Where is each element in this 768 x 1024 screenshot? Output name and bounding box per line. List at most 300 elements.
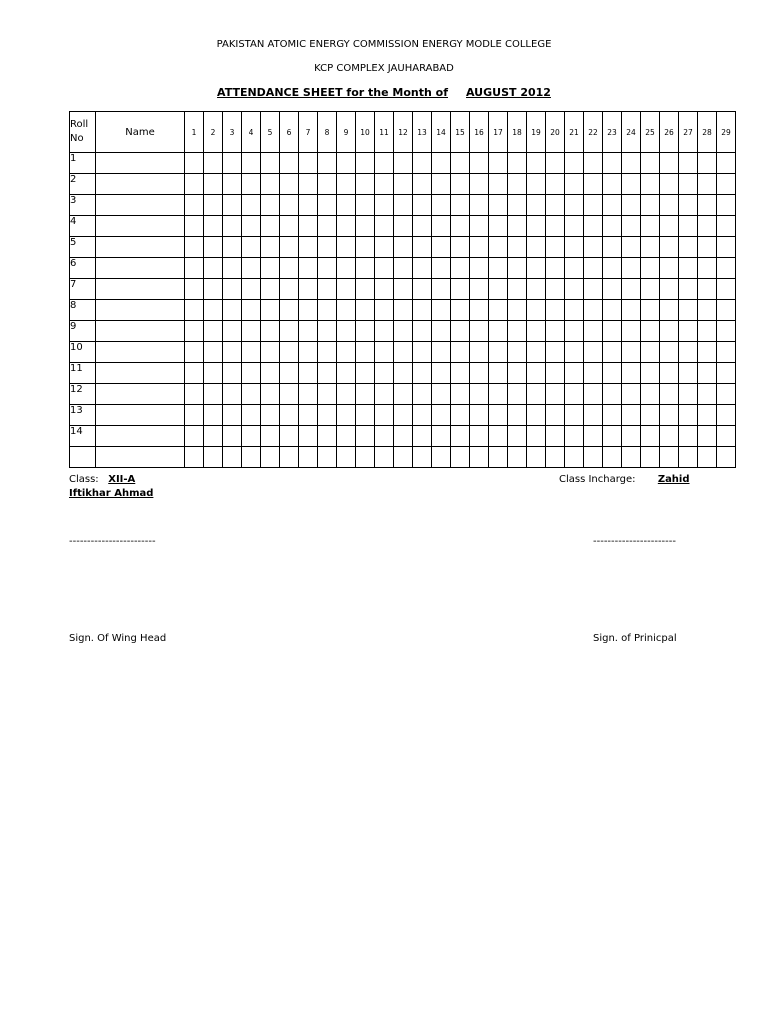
attendance-cell-day-21[interactable] bbox=[565, 447, 584, 468]
attendance-cell-day-24[interactable] bbox=[622, 321, 641, 342]
attendance-cell-day-13[interactable] bbox=[413, 216, 432, 237]
attendance-cell-day-28[interactable] bbox=[698, 321, 717, 342]
attendance-cell-day-16[interactable] bbox=[470, 237, 489, 258]
attendance-cell-day-13[interactable] bbox=[413, 342, 432, 363]
attendance-cell-day-14[interactable] bbox=[432, 216, 451, 237]
attendance-cell-day-10[interactable] bbox=[356, 342, 375, 363]
attendance-cell-day-26[interactable] bbox=[660, 195, 679, 216]
attendance-cell-day-21[interactable] bbox=[565, 321, 584, 342]
attendance-cell-day-20[interactable] bbox=[546, 447, 565, 468]
attendance-cell-day-24[interactable] bbox=[622, 237, 641, 258]
attendance-cell-day-25[interactable] bbox=[641, 279, 660, 300]
attendance-cell-day-8[interactable] bbox=[318, 405, 337, 426]
attendance-cell-day-3[interactable] bbox=[223, 447, 242, 468]
attendance-cell-day-18[interactable] bbox=[508, 174, 527, 195]
attendance-cell-day-7[interactable] bbox=[299, 237, 318, 258]
attendance-cell-day-3[interactable] bbox=[223, 174, 242, 195]
name-cell[interactable] bbox=[96, 300, 185, 321]
attendance-cell-day-14[interactable] bbox=[432, 300, 451, 321]
attendance-cell-day-26[interactable] bbox=[660, 279, 679, 300]
attendance-cell-day-29[interactable] bbox=[717, 300, 736, 321]
attendance-cell-day-22[interactable] bbox=[584, 216, 603, 237]
attendance-cell-day-10[interactable] bbox=[356, 153, 375, 174]
name-cell[interactable] bbox=[96, 279, 185, 300]
attendance-cell-day-23[interactable] bbox=[603, 195, 622, 216]
attendance-cell-day-14[interactable] bbox=[432, 363, 451, 384]
attendance-cell-day-23[interactable] bbox=[603, 363, 622, 384]
attendance-cell-day-12[interactable] bbox=[394, 153, 413, 174]
attendance-cell-day-12[interactable] bbox=[394, 279, 413, 300]
attendance-cell-day-1[interactable] bbox=[185, 195, 204, 216]
attendance-cell-day-11[interactable] bbox=[375, 153, 394, 174]
attendance-cell-day-24[interactable] bbox=[622, 342, 641, 363]
attendance-cell-day-14[interactable] bbox=[432, 279, 451, 300]
attendance-cell-day-22[interactable] bbox=[584, 300, 603, 321]
attendance-cell-day-19[interactable] bbox=[527, 237, 546, 258]
attendance-cell-day-5[interactable] bbox=[261, 237, 280, 258]
attendance-cell-day-18[interactable] bbox=[508, 258, 527, 279]
name-cell[interactable] bbox=[96, 405, 185, 426]
attendance-cell-day-22[interactable] bbox=[584, 342, 603, 363]
attendance-cell-day-7[interactable] bbox=[299, 363, 318, 384]
attendance-cell-day-27[interactable] bbox=[679, 174, 698, 195]
attendance-cell-day-26[interactable] bbox=[660, 405, 679, 426]
attendance-cell-day-9[interactable] bbox=[337, 216, 356, 237]
attendance-cell-day-2[interactable] bbox=[204, 237, 223, 258]
attendance-cell-day-11[interactable] bbox=[375, 258, 394, 279]
attendance-cell-day-18[interactable] bbox=[508, 447, 527, 468]
attendance-cell-day-5[interactable] bbox=[261, 174, 280, 195]
attendance-cell-day-14[interactable] bbox=[432, 426, 451, 447]
attendance-cell-day-4[interactable] bbox=[242, 153, 261, 174]
attendance-cell-day-10[interactable] bbox=[356, 447, 375, 468]
attendance-cell-day-4[interactable] bbox=[242, 258, 261, 279]
attendance-cell-day-20[interactable] bbox=[546, 384, 565, 405]
attendance-cell-day-2[interactable] bbox=[204, 426, 223, 447]
attendance-cell-day-25[interactable] bbox=[641, 321, 660, 342]
attendance-cell-day-15[interactable] bbox=[451, 300, 470, 321]
attendance-cell-day-6[interactable] bbox=[280, 195, 299, 216]
attendance-cell-day-24[interactable] bbox=[622, 153, 641, 174]
attendance-cell-day-11[interactable] bbox=[375, 237, 394, 258]
attendance-cell-day-1[interactable] bbox=[185, 342, 204, 363]
name-cell[interactable] bbox=[96, 384, 185, 405]
attendance-cell-day-5[interactable] bbox=[261, 153, 280, 174]
attendance-cell-day-18[interactable] bbox=[508, 405, 527, 426]
attendance-cell-day-22[interactable] bbox=[584, 153, 603, 174]
attendance-cell-day-10[interactable] bbox=[356, 405, 375, 426]
attendance-cell-day-24[interactable] bbox=[622, 279, 641, 300]
attendance-cell-day-8[interactable] bbox=[318, 258, 337, 279]
attendance-cell-day-3[interactable] bbox=[223, 279, 242, 300]
attendance-cell-day-1[interactable] bbox=[185, 279, 204, 300]
attendance-cell-day-8[interactable] bbox=[318, 426, 337, 447]
attendance-cell-day-10[interactable] bbox=[356, 174, 375, 195]
attendance-cell-day-16[interactable] bbox=[470, 384, 489, 405]
attendance-cell-day-18[interactable] bbox=[508, 195, 527, 216]
attendance-cell-day-7[interactable] bbox=[299, 447, 318, 468]
attendance-cell-day-13[interactable] bbox=[413, 426, 432, 447]
attendance-cell-day-8[interactable] bbox=[318, 216, 337, 237]
attendance-cell-day-2[interactable] bbox=[204, 153, 223, 174]
attendance-cell-day-29[interactable] bbox=[717, 342, 736, 363]
attendance-cell-day-6[interactable] bbox=[280, 237, 299, 258]
attendance-cell-day-24[interactable] bbox=[622, 384, 641, 405]
attendance-cell-day-24[interactable] bbox=[622, 405, 641, 426]
attendance-cell-day-19[interactable] bbox=[527, 363, 546, 384]
attendance-cell-day-26[interactable] bbox=[660, 426, 679, 447]
attendance-cell-day-2[interactable] bbox=[204, 174, 223, 195]
name-cell[interactable] bbox=[96, 363, 185, 384]
attendance-cell-day-9[interactable] bbox=[337, 321, 356, 342]
attendance-cell-day-16[interactable] bbox=[470, 174, 489, 195]
attendance-cell-day-2[interactable] bbox=[204, 405, 223, 426]
attendance-cell-day-23[interactable] bbox=[603, 426, 622, 447]
attendance-cell-day-3[interactable] bbox=[223, 384, 242, 405]
attendance-cell-day-5[interactable] bbox=[261, 342, 280, 363]
attendance-cell-day-8[interactable] bbox=[318, 153, 337, 174]
attendance-cell-day-12[interactable] bbox=[394, 237, 413, 258]
attendance-cell-day-28[interactable] bbox=[698, 195, 717, 216]
attendance-cell-day-7[interactable] bbox=[299, 195, 318, 216]
attendance-cell-day-24[interactable] bbox=[622, 216, 641, 237]
attendance-cell-day-21[interactable] bbox=[565, 384, 584, 405]
name-cell[interactable] bbox=[96, 342, 185, 363]
attendance-cell-day-13[interactable] bbox=[413, 300, 432, 321]
attendance-cell-day-15[interactable] bbox=[451, 342, 470, 363]
attendance-cell-day-21[interactable] bbox=[565, 237, 584, 258]
attendance-cell-day-7[interactable] bbox=[299, 258, 318, 279]
attendance-cell-day-1[interactable] bbox=[185, 300, 204, 321]
attendance-cell-day-27[interactable] bbox=[679, 300, 698, 321]
attendance-cell-day-28[interactable] bbox=[698, 405, 717, 426]
attendance-cell-day-21[interactable] bbox=[565, 300, 584, 321]
attendance-cell-day-17[interactable] bbox=[489, 426, 508, 447]
attendance-cell-day-14[interactable] bbox=[432, 195, 451, 216]
attendance-cell-day-26[interactable] bbox=[660, 258, 679, 279]
attendance-cell-day-1[interactable] bbox=[185, 153, 204, 174]
attendance-cell-day-13[interactable] bbox=[413, 405, 432, 426]
attendance-cell-day-14[interactable] bbox=[432, 342, 451, 363]
attendance-cell-day-6[interactable] bbox=[280, 426, 299, 447]
attendance-cell-day-29[interactable] bbox=[717, 237, 736, 258]
attendance-cell-day-25[interactable] bbox=[641, 174, 660, 195]
attendance-cell-day-29[interactable] bbox=[717, 426, 736, 447]
attendance-cell-day-27[interactable] bbox=[679, 153, 698, 174]
attendance-cell-day-28[interactable] bbox=[698, 216, 717, 237]
attendance-cell-day-18[interactable] bbox=[508, 342, 527, 363]
attendance-cell-day-12[interactable] bbox=[394, 258, 413, 279]
attendance-cell-day-29[interactable] bbox=[717, 216, 736, 237]
attendance-cell-day-15[interactable] bbox=[451, 258, 470, 279]
attendance-cell-day-15[interactable] bbox=[451, 321, 470, 342]
name-cell[interactable] bbox=[96, 153, 185, 174]
attendance-cell-day-10[interactable] bbox=[356, 279, 375, 300]
attendance-cell-day-11[interactable] bbox=[375, 195, 394, 216]
attendance-cell-day-28[interactable] bbox=[698, 363, 717, 384]
attendance-cell-day-14[interactable] bbox=[432, 153, 451, 174]
attendance-cell-day-15[interactable] bbox=[451, 153, 470, 174]
attendance-cell-day-4[interactable] bbox=[242, 237, 261, 258]
attendance-cell-day-12[interactable] bbox=[394, 321, 413, 342]
attendance-cell-day-9[interactable] bbox=[337, 237, 356, 258]
attendance-cell-day-26[interactable] bbox=[660, 237, 679, 258]
attendance-cell-day-1[interactable] bbox=[185, 258, 204, 279]
attendance-cell-day-9[interactable] bbox=[337, 447, 356, 468]
attendance-cell-day-6[interactable] bbox=[280, 363, 299, 384]
attendance-cell-day-20[interactable] bbox=[546, 195, 565, 216]
attendance-cell-day-14[interactable] bbox=[432, 258, 451, 279]
attendance-cell-day-28[interactable] bbox=[698, 258, 717, 279]
attendance-cell-day-2[interactable] bbox=[204, 216, 223, 237]
attendance-cell-day-25[interactable] bbox=[641, 363, 660, 384]
attendance-cell-day-24[interactable] bbox=[622, 426, 641, 447]
attendance-cell-day-22[interactable] bbox=[584, 174, 603, 195]
attendance-cell-day-13[interactable] bbox=[413, 174, 432, 195]
attendance-cell-day-28[interactable] bbox=[698, 384, 717, 405]
name-cell[interactable] bbox=[96, 237, 185, 258]
attendance-cell-day-10[interactable] bbox=[356, 363, 375, 384]
attendance-cell-day-18[interactable] bbox=[508, 153, 527, 174]
attendance-cell-day-2[interactable] bbox=[204, 321, 223, 342]
attendance-cell-day-16[interactable] bbox=[470, 363, 489, 384]
attendance-cell-day-19[interactable] bbox=[527, 426, 546, 447]
attendance-cell-day-4[interactable] bbox=[242, 195, 261, 216]
attendance-cell-day-23[interactable] bbox=[603, 342, 622, 363]
name-cell[interactable] bbox=[96, 174, 185, 195]
attendance-cell-day-26[interactable] bbox=[660, 321, 679, 342]
attendance-cell-day-8[interactable] bbox=[318, 300, 337, 321]
attendance-cell-day-13[interactable] bbox=[413, 447, 432, 468]
attendance-cell-day-24[interactable] bbox=[622, 300, 641, 321]
attendance-cell-day-25[interactable] bbox=[641, 258, 660, 279]
attendance-cell-day-23[interactable] bbox=[603, 321, 622, 342]
attendance-cell-day-12[interactable] bbox=[394, 447, 413, 468]
attendance-cell-day-20[interactable] bbox=[546, 216, 565, 237]
attendance-cell-day-23[interactable] bbox=[603, 279, 622, 300]
attendance-cell-day-7[interactable] bbox=[299, 153, 318, 174]
attendance-cell-day-23[interactable] bbox=[603, 405, 622, 426]
attendance-cell-day-5[interactable] bbox=[261, 300, 280, 321]
attendance-cell-day-4[interactable] bbox=[242, 384, 261, 405]
attendance-cell-day-5[interactable] bbox=[261, 405, 280, 426]
attendance-cell-day-16[interactable] bbox=[470, 321, 489, 342]
attendance-cell-day-28[interactable] bbox=[698, 174, 717, 195]
attendance-cell-day-17[interactable] bbox=[489, 174, 508, 195]
attendance-cell-day-6[interactable] bbox=[280, 342, 299, 363]
attendance-cell-day-16[interactable] bbox=[470, 426, 489, 447]
attendance-cell-day-18[interactable] bbox=[508, 216, 527, 237]
attendance-cell-day-20[interactable] bbox=[546, 342, 565, 363]
attendance-cell-day-28[interactable] bbox=[698, 342, 717, 363]
attendance-cell-day-25[interactable] bbox=[641, 426, 660, 447]
attendance-cell-day-3[interactable] bbox=[223, 405, 242, 426]
attendance-cell-day-27[interactable] bbox=[679, 258, 698, 279]
name-cell[interactable] bbox=[96, 258, 185, 279]
attendance-cell-day-24[interactable] bbox=[622, 258, 641, 279]
attendance-cell-day-1[interactable] bbox=[185, 405, 204, 426]
attendance-cell-day-21[interactable] bbox=[565, 258, 584, 279]
attendance-cell-day-3[interactable] bbox=[223, 258, 242, 279]
attendance-cell-day-11[interactable] bbox=[375, 342, 394, 363]
attendance-cell-day-10[interactable] bbox=[356, 321, 375, 342]
attendance-cell-day-8[interactable] bbox=[318, 195, 337, 216]
attendance-cell-day-13[interactable] bbox=[413, 363, 432, 384]
attendance-cell-day-8[interactable] bbox=[318, 279, 337, 300]
attendance-cell-day-16[interactable] bbox=[470, 258, 489, 279]
attendance-cell-day-29[interactable] bbox=[717, 153, 736, 174]
attendance-cell-day-4[interactable] bbox=[242, 321, 261, 342]
attendance-cell-day-11[interactable] bbox=[375, 363, 394, 384]
attendance-cell-day-6[interactable] bbox=[280, 447, 299, 468]
attendance-cell-day-21[interactable] bbox=[565, 153, 584, 174]
attendance-cell-day-23[interactable] bbox=[603, 258, 622, 279]
attendance-cell-day-15[interactable] bbox=[451, 174, 470, 195]
attendance-cell-day-18[interactable] bbox=[508, 237, 527, 258]
attendance-cell-day-29[interactable] bbox=[717, 447, 736, 468]
attendance-cell-day-12[interactable] bbox=[394, 174, 413, 195]
attendance-cell-day-1[interactable] bbox=[185, 384, 204, 405]
attendance-cell-day-2[interactable] bbox=[204, 279, 223, 300]
attendance-cell-day-3[interactable] bbox=[223, 342, 242, 363]
attendance-cell-day-19[interactable] bbox=[527, 321, 546, 342]
attendance-cell-day-17[interactable] bbox=[489, 279, 508, 300]
attendance-cell-day-15[interactable] bbox=[451, 279, 470, 300]
attendance-cell-day-9[interactable] bbox=[337, 363, 356, 384]
attendance-cell-day-8[interactable] bbox=[318, 174, 337, 195]
attendance-cell-day-10[interactable] bbox=[356, 195, 375, 216]
attendance-cell-day-29[interactable] bbox=[717, 384, 736, 405]
attendance-cell-day-3[interactable] bbox=[223, 300, 242, 321]
attendance-cell-day-7[interactable] bbox=[299, 321, 318, 342]
attendance-cell-day-12[interactable] bbox=[394, 195, 413, 216]
attendance-cell-day-11[interactable] bbox=[375, 279, 394, 300]
attendance-cell-day-2[interactable] bbox=[204, 363, 223, 384]
attendance-cell-day-19[interactable] bbox=[527, 216, 546, 237]
attendance-cell-day-3[interactable] bbox=[223, 363, 242, 384]
attendance-cell-day-3[interactable] bbox=[223, 237, 242, 258]
attendance-cell-day-19[interactable] bbox=[527, 405, 546, 426]
attendance-cell-day-28[interactable] bbox=[698, 426, 717, 447]
attendance-cell-day-13[interactable] bbox=[413, 153, 432, 174]
attendance-cell-day-9[interactable] bbox=[337, 195, 356, 216]
attendance-cell-day-22[interactable] bbox=[584, 384, 603, 405]
attendance-cell-day-27[interactable] bbox=[679, 195, 698, 216]
attendance-cell-day-20[interactable] bbox=[546, 363, 565, 384]
attendance-cell-day-3[interactable] bbox=[223, 153, 242, 174]
attendance-cell-day-3[interactable] bbox=[223, 195, 242, 216]
attendance-cell-day-5[interactable] bbox=[261, 321, 280, 342]
attendance-cell-day-25[interactable] bbox=[641, 237, 660, 258]
attendance-cell-day-1[interactable] bbox=[185, 237, 204, 258]
attendance-cell-day-25[interactable] bbox=[641, 216, 660, 237]
attendance-cell-day-19[interactable] bbox=[527, 300, 546, 321]
attendance-cell-day-3[interactable] bbox=[223, 216, 242, 237]
attendance-cell-day-15[interactable] bbox=[451, 363, 470, 384]
attendance-cell-day-20[interactable] bbox=[546, 258, 565, 279]
attendance-cell-day-7[interactable] bbox=[299, 426, 318, 447]
attendance-cell-day-12[interactable] bbox=[394, 405, 413, 426]
attendance-cell-day-21[interactable] bbox=[565, 363, 584, 384]
attendance-cell-day-22[interactable] bbox=[584, 237, 603, 258]
attendance-cell-day-2[interactable] bbox=[204, 300, 223, 321]
attendance-cell-day-17[interactable] bbox=[489, 195, 508, 216]
attendance-cell-day-26[interactable] bbox=[660, 384, 679, 405]
attendance-cell-day-5[interactable] bbox=[261, 384, 280, 405]
name-cell[interactable] bbox=[96, 321, 185, 342]
attendance-cell-day-28[interactable] bbox=[698, 300, 717, 321]
attendance-cell-day-15[interactable] bbox=[451, 237, 470, 258]
attendance-cell-day-9[interactable] bbox=[337, 174, 356, 195]
attendance-cell-day-13[interactable] bbox=[413, 195, 432, 216]
attendance-cell-day-22[interactable] bbox=[584, 426, 603, 447]
attendance-cell-day-13[interactable] bbox=[413, 321, 432, 342]
attendance-cell-day-10[interactable] bbox=[356, 258, 375, 279]
attendance-cell-day-25[interactable] bbox=[641, 405, 660, 426]
attendance-cell-day-16[interactable] bbox=[470, 216, 489, 237]
attendance-cell-day-5[interactable] bbox=[261, 195, 280, 216]
attendance-cell-day-9[interactable] bbox=[337, 258, 356, 279]
attendance-cell-day-8[interactable] bbox=[318, 342, 337, 363]
attendance-cell-day-23[interactable] bbox=[603, 153, 622, 174]
attendance-cell-day-1[interactable] bbox=[185, 174, 204, 195]
attendance-cell-day-6[interactable] bbox=[280, 405, 299, 426]
name-cell[interactable] bbox=[96, 216, 185, 237]
attendance-cell-day-5[interactable] bbox=[261, 426, 280, 447]
attendance-cell-day-9[interactable] bbox=[337, 300, 356, 321]
attendance-cell-day-14[interactable] bbox=[432, 174, 451, 195]
attendance-cell-day-23[interactable] bbox=[603, 447, 622, 468]
attendance-cell-day-22[interactable] bbox=[584, 363, 603, 384]
attendance-cell-day-8[interactable] bbox=[318, 237, 337, 258]
attendance-cell-day-7[interactable] bbox=[299, 300, 318, 321]
attendance-cell-day-4[interactable] bbox=[242, 405, 261, 426]
attendance-cell-day-10[interactable] bbox=[356, 300, 375, 321]
attendance-cell-day-23[interactable] bbox=[603, 174, 622, 195]
attendance-cell-day-6[interactable] bbox=[280, 258, 299, 279]
attendance-cell-day-28[interactable] bbox=[698, 279, 717, 300]
attendance-cell-day-17[interactable] bbox=[489, 237, 508, 258]
attendance-cell-day-19[interactable] bbox=[527, 279, 546, 300]
attendance-cell-day-21[interactable] bbox=[565, 426, 584, 447]
attendance-cell-day-20[interactable] bbox=[546, 279, 565, 300]
attendance-cell-day-22[interactable] bbox=[584, 447, 603, 468]
attendance-cell-day-28[interactable] bbox=[698, 447, 717, 468]
attendance-cell-day-15[interactable] bbox=[451, 426, 470, 447]
attendance-cell-day-2[interactable] bbox=[204, 195, 223, 216]
attendance-cell-day-1[interactable] bbox=[185, 447, 204, 468]
attendance-cell-day-26[interactable] bbox=[660, 363, 679, 384]
attendance-cell-day-4[interactable] bbox=[242, 174, 261, 195]
attendance-cell-day-12[interactable] bbox=[394, 426, 413, 447]
attendance-cell-day-11[interactable] bbox=[375, 216, 394, 237]
attendance-cell-day-6[interactable] bbox=[280, 174, 299, 195]
attendance-cell-day-4[interactable] bbox=[242, 279, 261, 300]
attendance-cell-day-22[interactable] bbox=[584, 321, 603, 342]
attendance-cell-day-6[interactable] bbox=[280, 321, 299, 342]
attendance-cell-day-27[interactable] bbox=[679, 405, 698, 426]
attendance-cell-day-23[interactable] bbox=[603, 384, 622, 405]
attendance-cell-day-7[interactable] bbox=[299, 384, 318, 405]
attendance-cell-day-20[interactable] bbox=[546, 237, 565, 258]
attendance-cell-day-2[interactable] bbox=[204, 342, 223, 363]
attendance-cell-day-7[interactable] bbox=[299, 216, 318, 237]
attendance-cell-day-29[interactable] bbox=[717, 363, 736, 384]
attendance-cell-day-14[interactable] bbox=[432, 447, 451, 468]
attendance-cell-day-4[interactable] bbox=[242, 300, 261, 321]
name-cell[interactable] bbox=[96, 426, 185, 447]
attendance-cell-day-27[interactable] bbox=[679, 279, 698, 300]
